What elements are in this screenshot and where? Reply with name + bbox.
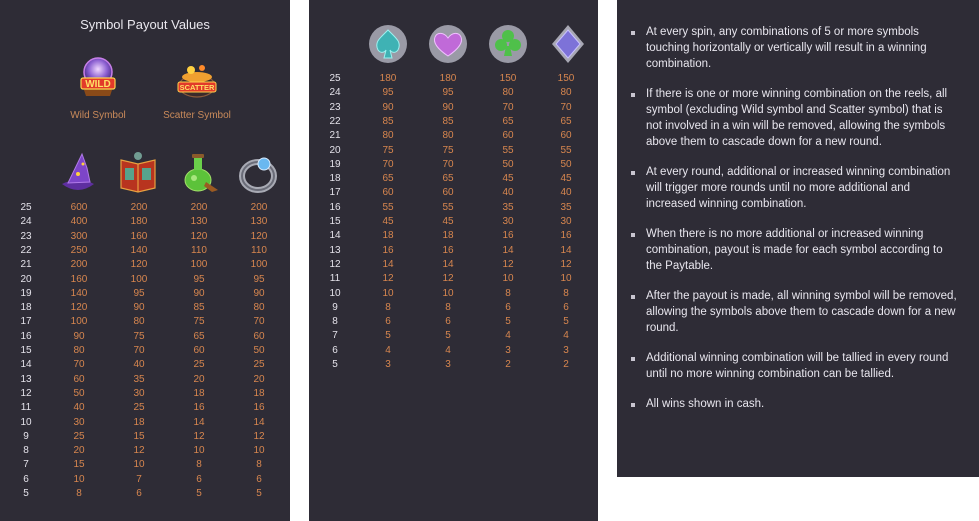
symbol-count: 25 (20, 202, 32, 213)
payout-row (309, 302, 598, 316)
payout-value: 70 (133, 345, 145, 356)
payout-row (309, 316, 598, 330)
payout-value: 6 (256, 473, 262, 485)
payout-value: 100 (190, 259, 208, 271)
payout-value: 6 (505, 301, 511, 313)
rules-list (617, 24, 979, 426)
payout-row (309, 330, 598, 344)
payout-value: 10 (382, 287, 394, 299)
payout-value: 120 (130, 259, 148, 271)
payout-row (309, 102, 598, 116)
payout-row (0, 445, 290, 459)
payout-row (309, 145, 598, 159)
payout-value: 5 (385, 330, 391, 342)
payout-row (0, 302, 290, 316)
payout-row (0, 231, 290, 245)
payout-row (0, 374, 290, 388)
payout-value: 55 (560, 144, 572, 156)
payout-value: 40 (133, 359, 145, 371)
paytable-panel-2 (309, 0, 598, 521)
payout-row (309, 359, 598, 373)
symbol-count: 5 (332, 359, 338, 370)
payout-row (309, 230, 598, 244)
payout-row (0, 359, 290, 373)
symbol-count: 6 (23, 473, 29, 485)
payout-row (0, 345, 290, 359)
payout-value: 55 (502, 144, 514, 156)
symbol-count: 16 (20, 330, 32, 342)
payout-value: 14 (502, 244, 514, 256)
payout-row (0, 316, 290, 330)
payout-value: 80 (382, 130, 394, 142)
payout-value: 90 (382, 101, 394, 113)
symbol-count: 17 (20, 316, 32, 328)
scatter-icon-text: SCATTER (179, 83, 215, 92)
payout-value: 80 (560, 87, 572, 99)
payout-value: 80 (133, 316, 145, 328)
payout-value: 80 (73, 345, 85, 356)
payout-row (309, 73, 598, 87)
payout-value: 3 (505, 344, 511, 356)
payout-value: 600 (70, 202, 88, 213)
payout-value: 35 (133, 373, 145, 385)
payout-value: 10 (560, 273, 572, 285)
payout-value: 4 (445, 344, 451, 356)
payout-value: 80 (253, 302, 265, 314)
payout-value: 180 (439, 73, 457, 84)
payout-value: 180 (130, 216, 148, 228)
payout-value: 90 (133, 302, 145, 314)
payout-value: 60 (560, 130, 572, 142)
payout-value: 45 (560, 173, 572, 185)
payout-value: 85 (193, 302, 205, 314)
symbol-count: 21 (329, 130, 341, 142)
symbol-count: 19 (20, 287, 32, 299)
payout-value: 80 (442, 130, 454, 142)
rule-text: At every round, additional or increased winning combination will trigger more rounds until no more additional and increased winning combination. (646, 166, 951, 210)
rule-item (617, 164, 979, 212)
bullet-icon (631, 357, 635, 361)
payout-value: 12 (442, 273, 454, 285)
payout-value: 35 (502, 201, 514, 213)
payout-value: 70 (560, 101, 572, 113)
bullet-icon (631, 93, 635, 97)
payout-value: 20 (193, 373, 205, 385)
payout-value: 10 (442, 287, 454, 299)
payout-value: 20 (73, 445, 85, 457)
payout-row (309, 202, 598, 216)
symbol-count: 15 (329, 216, 341, 227)
bullet-icon (631, 295, 635, 299)
bullet-icon (631, 403, 635, 407)
payout-value: 10 (193, 445, 205, 457)
payout-value: 5 (505, 316, 511, 328)
payout-value: 12 (133, 445, 145, 457)
rule-text: After the payout is made, all winning symbol will be removed, allowing the symbols above them to cascade down for a new round. (646, 290, 957, 334)
payout-value: 90 (73, 330, 85, 342)
rule-text: When there is no more additional or increased winning combination, payout is made for each symbol according to the Paytable. (646, 228, 943, 272)
payout-value: 18 (253, 387, 265, 399)
potion-bottle-icon (176, 150, 220, 194)
payout-row (309, 116, 598, 130)
payout-value: 90 (442, 101, 454, 113)
payout-value: 65 (382, 173, 394, 185)
payout-value: 8 (196, 459, 202, 471)
payout-value: 16 (502, 230, 514, 242)
symbol-count: 5 (23, 488, 29, 499)
heart-gem-icon (426, 22, 470, 66)
payout-row (309, 130, 598, 144)
payout-value: 150 (557, 73, 575, 84)
symbol-count: 8 (332, 316, 338, 328)
payout-value: 8 (256, 459, 262, 471)
payout-value: 70 (73, 359, 85, 371)
payout-value: 95 (133, 287, 145, 299)
symbol-count: 24 (20, 216, 32, 228)
scatter-symbol-label: Scatter Symbol (163, 110, 231, 121)
symbol-count: 11 (20, 402, 32, 414)
symbol-count: 22 (20, 244, 32, 256)
payout-value: 14 (382, 258, 394, 270)
payout-value: 65 (193, 330, 205, 342)
payout-value: 30 (502, 216, 514, 227)
payout-value: 300 (70, 230, 88, 242)
payout-value: 75 (382, 144, 394, 156)
payout-value: 200 (250, 202, 268, 213)
payout-row (309, 273, 598, 287)
symbol-count: 10 (20, 416, 32, 428)
payout-value: 80 (502, 87, 514, 99)
payout-value: 8 (563, 287, 569, 299)
payout-value: 200 (190, 202, 208, 213)
payout-value: 50 (560, 158, 572, 170)
payout-value: 85 (382, 115, 394, 127)
payout-value: 40 (73, 402, 85, 414)
rule-item (617, 350, 979, 382)
payout-value: 5 (256, 488, 262, 499)
symbol-count: 21 (20, 259, 32, 271)
symbol-count: 12 (329, 258, 341, 270)
payout-value: 95 (253, 273, 265, 285)
bullet-icon (631, 233, 635, 237)
payout-value: 50 (73, 387, 85, 399)
symbol-count: 9 (23, 430, 29, 442)
payout-value: 180 (379, 73, 397, 84)
payout-value: 60 (253, 330, 265, 342)
payout-value: 95 (442, 87, 454, 99)
payout-value: 150 (499, 73, 517, 84)
payout-value: 6 (136, 488, 142, 499)
payout-value: 40 (560, 187, 572, 199)
payout-value: 60 (193, 345, 205, 356)
payout-value: 7 (136, 473, 142, 485)
payout-value: 50 (502, 158, 514, 170)
symbol-count: 14 (329, 230, 341, 242)
payout-row (309, 173, 598, 187)
symbol-count: 8 (23, 445, 29, 457)
payout-value: 75 (442, 144, 454, 156)
payout-value: 3 (563, 344, 569, 356)
payout-value: 5 (563, 316, 569, 328)
payout-value: 16 (382, 244, 394, 256)
payout-value: 2 (563, 359, 569, 370)
payout-value: 5 (196, 488, 202, 499)
payout-value: 40 (502, 187, 514, 199)
symbol-count: 18 (20, 302, 32, 314)
rule-text: Additional winning combination will be tallied in every round until no more winning combination can be tallied. (646, 352, 949, 380)
payout-value: 100 (70, 316, 88, 328)
diamond-gem-icon (546, 22, 590, 66)
payout-value: 110 (251, 244, 267, 256)
symbol-count: 20 (329, 144, 341, 156)
payout-value: 18 (382, 230, 394, 242)
payout-row (309, 159, 598, 173)
payout-value: 85 (442, 115, 454, 127)
payout-value: 100 (130, 273, 148, 285)
payout-value: 16 (560, 230, 572, 242)
payout-value: 10 (133, 459, 145, 471)
payout-value: 25 (133, 402, 145, 414)
rule-item (617, 288, 979, 336)
payout-value: 8 (385, 301, 391, 313)
symbol-count: 7 (23, 459, 29, 471)
symbol-count: 16 (329, 201, 341, 213)
bullet-icon (631, 31, 635, 35)
symbol-count: 18 (329, 173, 341, 185)
magic-ring-icon (236, 150, 280, 194)
payout-value: 140 (70, 287, 88, 299)
rule-item (617, 86, 979, 150)
payout-value: 35 (560, 201, 572, 213)
symbol-count: 9 (332, 301, 338, 313)
payout-row (309, 87, 598, 101)
symbol-count: 24 (329, 87, 341, 99)
payout-value: 65 (502, 115, 514, 127)
rules-panel (617, 0, 979, 477)
symbol-count: 13 (20, 373, 32, 385)
payout-value: 16 (442, 244, 454, 256)
payout-value: 20 (253, 373, 265, 385)
payout-value: 110 (191, 244, 207, 256)
payout-value: 160 (130, 230, 148, 242)
payout-value: 6 (196, 473, 202, 485)
payout-row (0, 402, 290, 416)
symbol-count: 25 (329, 73, 341, 84)
payout-row (0, 216, 290, 230)
payout-value: 95 (193, 273, 205, 285)
payout-value: 14 (560, 244, 572, 256)
payout-value: 12 (382, 273, 394, 285)
rule-text: At every spin, any combinations of 5 or more symbols touching horizontally or vertically will result in a winning combination. (646, 26, 927, 70)
symbol-count: 14 (20, 359, 32, 371)
payout-value: 65 (560, 115, 572, 127)
payout-value: 60 (502, 130, 514, 142)
payout-value: 14 (253, 416, 265, 428)
payout-value: 130 (250, 216, 268, 228)
payout-row (309, 187, 598, 201)
bullet-icon (631, 171, 635, 175)
rule-item (617, 396, 979, 412)
payout-value: 25 (193, 359, 205, 371)
payout-value: 70 (382, 158, 394, 170)
payout-row (0, 331, 290, 345)
payout-value: 70 (442, 158, 454, 170)
rule-item (617, 24, 979, 72)
payout-row (309, 245, 598, 259)
payout-value: 200 (70, 259, 88, 271)
payout-value: 60 (382, 187, 394, 199)
payout-value: 12 (193, 430, 205, 442)
payout-value: 250 (70, 244, 88, 256)
payout-value: 10 (253, 445, 265, 457)
symbol-count: 23 (329, 101, 341, 113)
symbol-count: 7 (332, 330, 338, 342)
payout-value: 75 (133, 330, 145, 342)
payout-row (0, 274, 290, 288)
scatter-symbol-icon (175, 56, 219, 100)
payout-value: 160 (70, 273, 88, 285)
payout-value: 12 (253, 430, 265, 442)
payout-value: 15 (133, 430, 145, 442)
payout-row (309, 345, 598, 359)
payout-value: 70 (502, 101, 514, 113)
payout-value: 120 (250, 230, 268, 242)
payout-row (0, 431, 290, 445)
payout-row (0, 259, 290, 273)
club-gem-icon (486, 22, 530, 66)
payout-value: 12 (502, 258, 514, 270)
payout-row (0, 288, 290, 302)
payout-value: 90 (193, 287, 205, 299)
payout-value: 45 (442, 216, 454, 227)
payout-value: 14 (442, 258, 454, 270)
payout-row (0, 474, 290, 488)
payout-value: 15 (73, 459, 85, 471)
payout-value: 140 (130, 244, 148, 256)
payout-value: 16 (253, 402, 265, 414)
payout-value: 200 (130, 202, 148, 213)
payout-value: 70 (253, 316, 265, 328)
payout-value: 30 (73, 416, 85, 428)
rule-text: If there is one or more winning combination on the reels, all symbol (excluding Wild symbol and Scatter symbol) that is not involved in a win will be removed, allowing the symbols above them to cascade down for a new round. (646, 88, 948, 148)
wild-symbol-icon (76, 54, 120, 98)
payout-value: 400 (70, 216, 88, 228)
payout-value: 18 (442, 230, 454, 242)
payout-value: 12 (560, 258, 572, 270)
symbol-count: 11 (329, 273, 341, 285)
symbol-count: 13 (329, 244, 341, 256)
payout-value: 120 (70, 302, 88, 314)
payout-value: 30 (133, 387, 145, 399)
payout-value: 30 (560, 216, 572, 227)
payout-row (0, 459, 290, 473)
payout-value: 18 (133, 416, 145, 428)
wizard-hat-icon (56, 150, 100, 194)
payout-value: 45 (502, 173, 514, 185)
rule-item (617, 226, 979, 274)
symbol-count: 19 (329, 158, 341, 170)
symbol-count: 10 (329, 287, 341, 299)
payout-value: 10 (73, 473, 85, 485)
panel-title: Symbol Payout Values (80, 17, 210, 32)
symbol-count: 23 (20, 230, 32, 242)
payout-row (0, 488, 290, 502)
payout-value: 95 (382, 87, 394, 99)
paytable-panel-1 (0, 0, 290, 521)
payout-value: 65 (442, 173, 454, 185)
payout-value: 6 (385, 316, 391, 328)
payout-value: 50 (253, 345, 265, 356)
payout-value: 2 (505, 359, 511, 370)
payout-row (309, 259, 598, 273)
payout-value: 55 (382, 201, 394, 213)
payout-value: 5 (445, 330, 451, 342)
symbol-count: 6 (332, 344, 338, 356)
payout-value: 4 (505, 330, 511, 342)
payout-value: 55 (442, 201, 454, 213)
rule-text: All wins shown in cash. (646, 398, 765, 410)
payout-value: 25 (73, 430, 85, 442)
payout-value: 60 (73, 373, 85, 385)
payout-value: 8 (76, 488, 82, 499)
payout-value: 18 (193, 387, 205, 399)
payout-value: 4 (563, 330, 569, 342)
payout-value: 16 (193, 402, 205, 414)
payout-value: 45 (382, 216, 394, 227)
payout-value: 8 (445, 301, 451, 313)
payout-value: 6 (563, 301, 569, 313)
payout-value: 25 (253, 359, 265, 371)
wild-icon-text: WILD (85, 79, 111, 90)
payout-value: 10 (502, 273, 514, 285)
payout-value: 75 (193, 316, 205, 328)
payout-value: 3 (445, 359, 451, 370)
payout-value: 8 (505, 287, 511, 299)
payout-value: 130 (190, 216, 208, 228)
payout-row (0, 202, 290, 216)
symbol-count: 17 (329, 187, 341, 199)
spade-gem-icon (366, 22, 410, 66)
payout-row (0, 245, 290, 259)
payout-value: 90 (253, 287, 265, 299)
payout-value: 60 (442, 187, 454, 199)
payout-value: 14 (193, 416, 205, 428)
payout-value: 100 (250, 259, 268, 271)
payout-value: 3 (385, 359, 391, 370)
payout-value: 4 (385, 344, 391, 356)
payout-row (309, 288, 598, 302)
payout-row (0, 417, 290, 431)
payout-value: 6 (445, 316, 451, 328)
symbol-count: 20 (20, 273, 32, 285)
spell-book-icon (116, 150, 160, 194)
payout-row (309, 216, 598, 230)
wild-symbol-label: Wild Symbol (70, 110, 126, 121)
payout-value: 120 (190, 230, 208, 242)
symbol-count: 15 (20, 345, 32, 356)
payout-row (0, 388, 290, 402)
symbol-count: 12 (20, 387, 32, 399)
symbol-count: 22 (329, 115, 341, 127)
